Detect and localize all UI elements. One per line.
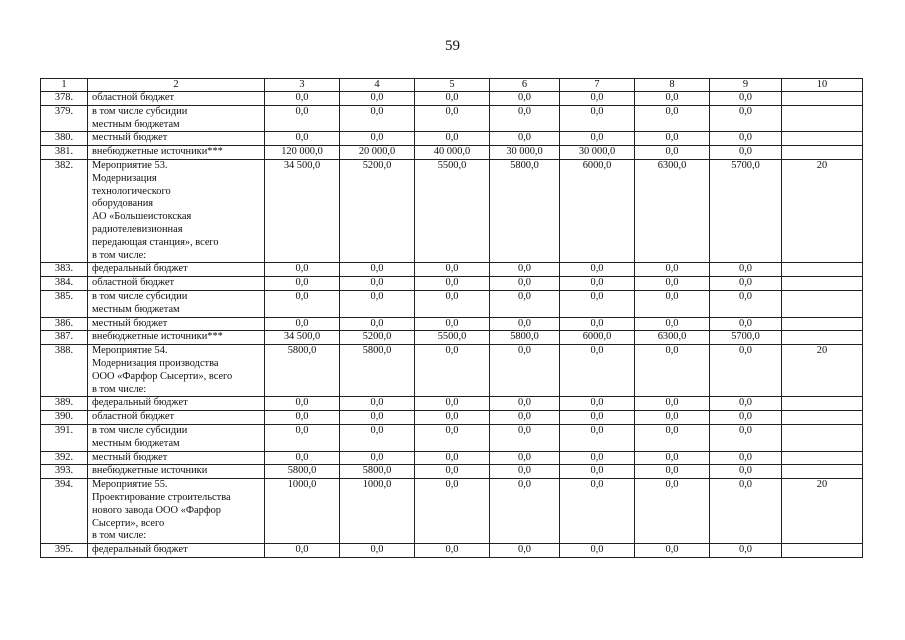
item-name-cell: Мероприятие 54. Модернизация производства ООО «Фарфор Сысерти», всего в том числе: [88, 345, 265, 397]
value-cell: 0,0 [635, 105, 710, 132]
table-row [41, 159, 863, 262]
value-cell: 0,0 [415, 397, 490, 411]
table-row [41, 92, 863, 106]
value-cell: 0,0 [560, 397, 635, 411]
value-cell [782, 263, 863, 277]
item-name-cell: внебюджетные источники*** [88, 331, 265, 345]
value-cell: 0,0 [490, 92, 560, 106]
value-cell: 40 000,0 [415, 146, 490, 160]
value-cell: 0,0 [415, 92, 490, 106]
page-number: 59 [445, 38, 460, 54]
value-cell: 0,0 [415, 345, 490, 397]
value-cell: 20 [782, 345, 863, 397]
row-number-cell: 380. [41, 132, 88, 146]
value-cell: 0,0 [560, 424, 635, 451]
item-name-cell: федеральный бюджет [88, 397, 265, 411]
row-number-cell: 379. [41, 105, 88, 132]
table-row [41, 277, 863, 291]
value-cell [782, 451, 863, 465]
value-cell: 0,0 [710, 411, 782, 425]
value-cell: 34 500,0 [265, 159, 340, 262]
row-number-cell: 378. [41, 92, 88, 106]
value-cell [782, 277, 863, 291]
table-row [41, 290, 863, 317]
value-cell: 0,0 [635, 317, 710, 331]
value-cell: 0,0 [635, 479, 710, 544]
value-cell: 0,0 [560, 92, 635, 106]
value-cell: 0,0 [490, 345, 560, 397]
table-row [41, 132, 863, 146]
value-cell: 0,0 [635, 465, 710, 479]
value-cell: 0,0 [635, 345, 710, 397]
item-name-cell: местный бюджет [88, 317, 265, 331]
value-cell: 0,0 [415, 451, 490, 465]
table-row [41, 263, 863, 277]
row-number-cell: 383. [41, 263, 88, 277]
value-cell: 0,0 [710, 317, 782, 331]
value-cell: 6000,0 [560, 331, 635, 345]
value-cell: 0,0 [265, 544, 340, 558]
value-cell: 0,0 [710, 290, 782, 317]
value-cell: 0,0 [490, 277, 560, 291]
value-cell: 0,0 [635, 424, 710, 451]
value-cell: 0,0 [560, 317, 635, 331]
value-cell: 6300,0 [635, 331, 710, 345]
column-header: 9 [710, 79, 782, 92]
value-cell: 0,0 [265, 263, 340, 277]
row-number-cell: 384. [41, 277, 88, 291]
item-name-cell: местный бюджет [88, 132, 265, 146]
item-name-cell: внебюджетные источники [88, 465, 265, 479]
value-cell: 5700,0 [710, 159, 782, 262]
value-cell: 0,0 [265, 290, 340, 317]
column-header: 8 [635, 79, 710, 92]
row-number-cell: 381. [41, 146, 88, 160]
table-header-row [41, 79, 863, 92]
value-cell [782, 411, 863, 425]
value-cell: 5800,0 [490, 159, 560, 262]
value-cell: 0,0 [265, 424, 340, 451]
value-cell: 0,0 [560, 411, 635, 425]
value-cell: 0,0 [490, 105, 560, 132]
table-row [41, 544, 863, 558]
value-cell [782, 544, 863, 558]
row-number-cell: 389. [41, 397, 88, 411]
value-cell: 0,0 [710, 479, 782, 544]
table-row [41, 317, 863, 331]
value-cell: 1000,0 [340, 479, 415, 544]
table-row [41, 345, 863, 397]
value-cell: 0,0 [265, 317, 340, 331]
row-number-cell: 392. [41, 451, 88, 465]
item-name-cell: в том числе субсидии местным бюджетам [88, 424, 265, 451]
value-cell: 0,0 [340, 411, 415, 425]
item-name-cell: Мероприятие 53. Модернизация технологического оборудования АО «Большеистокская радиотелевизионная передающая станция», всего в том числе: [88, 159, 265, 262]
value-cell [782, 92, 863, 106]
table-row [41, 479, 863, 544]
item-name-cell: областной бюджет [88, 92, 265, 106]
value-cell: 0,0 [635, 397, 710, 411]
value-cell: 0,0 [710, 465, 782, 479]
value-cell: 0,0 [635, 92, 710, 106]
value-cell: 0,0 [265, 132, 340, 146]
row-number-cell: 387. [41, 331, 88, 345]
value-cell: 0,0 [560, 132, 635, 146]
value-cell: 5800,0 [340, 465, 415, 479]
value-cell [782, 105, 863, 132]
column-header: 2 [88, 79, 265, 92]
table-row [41, 397, 863, 411]
value-cell: 30 000,0 [560, 146, 635, 160]
value-cell: 0,0 [635, 290, 710, 317]
table-row [41, 451, 863, 465]
column-header: 1 [41, 79, 88, 92]
budget-table [40, 78, 863, 558]
value-cell: 20 [782, 159, 863, 262]
value-cell: 0,0 [635, 263, 710, 277]
value-cell: 1000,0 [265, 479, 340, 544]
value-cell: 0,0 [635, 451, 710, 465]
column-header: 10 [782, 79, 863, 92]
value-cell: 0,0 [635, 277, 710, 291]
value-cell: 0,0 [710, 92, 782, 106]
value-cell: 34 500,0 [265, 331, 340, 345]
table-row [41, 105, 863, 132]
value-cell: 0,0 [490, 317, 560, 331]
value-cell: 0,0 [710, 345, 782, 397]
column-header: 3 [265, 79, 340, 92]
value-cell: 0,0 [415, 465, 490, 479]
value-cell: 0,0 [340, 451, 415, 465]
value-cell: 0,0 [415, 544, 490, 558]
value-cell: 5800,0 [340, 345, 415, 397]
value-cell: 5500,0 [415, 159, 490, 262]
value-cell: 0,0 [490, 544, 560, 558]
row-number-cell: 393. [41, 465, 88, 479]
value-cell: 0,0 [490, 411, 560, 425]
value-cell: 0,0 [490, 263, 560, 277]
item-name-cell: федеральный бюджет [88, 544, 265, 558]
value-cell: 0,0 [340, 132, 415, 146]
item-name-cell: в том числе субсидии местным бюджетам [88, 290, 265, 317]
item-name-cell: местный бюджет [88, 451, 265, 465]
value-cell: 120 000,0 [265, 146, 340, 160]
value-cell: 5500,0 [415, 331, 490, 345]
value-cell: 0,0 [560, 263, 635, 277]
value-cell: 30 000,0 [490, 146, 560, 160]
value-cell: 0,0 [560, 345, 635, 397]
table-row [41, 411, 863, 425]
value-cell: 0,0 [415, 424, 490, 451]
row-number-cell: 390. [41, 411, 88, 425]
value-cell: 0,0 [415, 290, 490, 317]
value-cell: 0,0 [490, 479, 560, 544]
value-cell [782, 132, 863, 146]
row-number-cell: 382. [41, 159, 88, 262]
value-cell: 0,0 [560, 451, 635, 465]
value-cell: 5700,0 [710, 331, 782, 345]
value-cell: 0,0 [415, 277, 490, 291]
value-cell: 0,0 [710, 132, 782, 146]
column-header: 4 [340, 79, 415, 92]
value-cell: 0,0 [265, 105, 340, 132]
value-cell: 0,0 [415, 263, 490, 277]
row-number-cell: 395. [41, 544, 88, 558]
value-cell: 0,0 [340, 277, 415, 291]
value-cell: 20 [782, 479, 863, 544]
row-number-cell: 385. [41, 290, 88, 317]
value-cell: 0,0 [340, 424, 415, 451]
value-cell: 0,0 [635, 146, 710, 160]
table-row [41, 331, 863, 345]
value-cell [782, 424, 863, 451]
value-cell: 0,0 [560, 290, 635, 317]
value-cell: 5800,0 [490, 331, 560, 345]
value-cell [782, 465, 863, 479]
value-cell: 5800,0 [265, 465, 340, 479]
row-number-cell: 394. [41, 479, 88, 544]
value-cell: 0,0 [710, 424, 782, 451]
value-cell: 0,0 [710, 146, 782, 160]
value-cell: 0,0 [415, 105, 490, 132]
value-cell: 0,0 [490, 397, 560, 411]
item-name-cell: областной бюджет [88, 411, 265, 425]
value-cell: 0,0 [415, 317, 490, 331]
value-cell: 0,0 [340, 263, 415, 277]
value-cell: 0,0 [710, 397, 782, 411]
value-cell: 0,0 [340, 105, 415, 132]
row-number-cell: 388. [41, 345, 88, 397]
item-name-cell: внебюджетные источники*** [88, 146, 265, 160]
value-cell: 20 000,0 [340, 146, 415, 160]
item-name-cell: федеральный бюджет [88, 263, 265, 277]
value-cell: 0,0 [340, 317, 415, 331]
value-cell: 5200,0 [340, 331, 415, 345]
row-number-cell: 391. [41, 424, 88, 451]
value-cell: 0,0 [265, 92, 340, 106]
column-header: 7 [560, 79, 635, 92]
value-cell [782, 146, 863, 160]
value-cell: 0,0 [710, 544, 782, 558]
row-number-cell: 386. [41, 317, 88, 331]
value-cell: 0,0 [490, 451, 560, 465]
value-cell: 0,0 [340, 544, 415, 558]
value-cell: 0,0 [560, 105, 635, 132]
value-cell: 6000,0 [560, 159, 635, 262]
value-cell: 0,0 [265, 397, 340, 411]
item-name-cell: в том числе субсидии местным бюджетам [88, 105, 265, 132]
value-cell: 0,0 [490, 290, 560, 317]
value-cell: 0,0 [710, 105, 782, 132]
value-cell: 0,0 [415, 479, 490, 544]
value-cell: 0,0 [340, 397, 415, 411]
value-cell: 0,0 [710, 277, 782, 291]
item-name-cell: областной бюджет [88, 277, 265, 291]
value-cell [782, 290, 863, 317]
value-cell: 0,0 [415, 411, 490, 425]
value-cell: 0,0 [265, 411, 340, 425]
value-cell: 0,0 [635, 411, 710, 425]
value-cell: 0,0 [710, 263, 782, 277]
table-row [41, 146, 863, 160]
value-cell [782, 397, 863, 411]
value-cell: 0,0 [415, 132, 490, 146]
column-header: 5 [415, 79, 490, 92]
value-cell: 0,0 [635, 132, 710, 146]
value-cell: 0,0 [560, 544, 635, 558]
value-cell: 0,0 [560, 277, 635, 291]
column-header: 6 [490, 79, 560, 92]
value-cell: 0,0 [265, 277, 340, 291]
value-cell: 5800,0 [265, 345, 340, 397]
value-cell: 5200,0 [340, 159, 415, 262]
value-cell: 6300,0 [635, 159, 710, 262]
value-cell [782, 317, 863, 331]
value-cell: 0,0 [490, 132, 560, 146]
value-cell: 0,0 [560, 465, 635, 479]
table-row [41, 465, 863, 479]
value-cell [782, 331, 863, 345]
value-cell: 0,0 [265, 451, 340, 465]
value-cell: 0,0 [490, 424, 560, 451]
value-cell: 0,0 [340, 92, 415, 106]
item-name-cell: Мероприятие 55. Проектирование строительства нового завода ООО «Фарфор Сысерти», всего в том числе: [88, 479, 265, 544]
table-row [41, 424, 863, 451]
value-cell: 0,0 [340, 290, 415, 317]
value-cell: 0,0 [710, 451, 782, 465]
value-cell: 0,0 [560, 479, 635, 544]
value-cell: 0,0 [490, 465, 560, 479]
value-cell: 0,0 [635, 544, 710, 558]
